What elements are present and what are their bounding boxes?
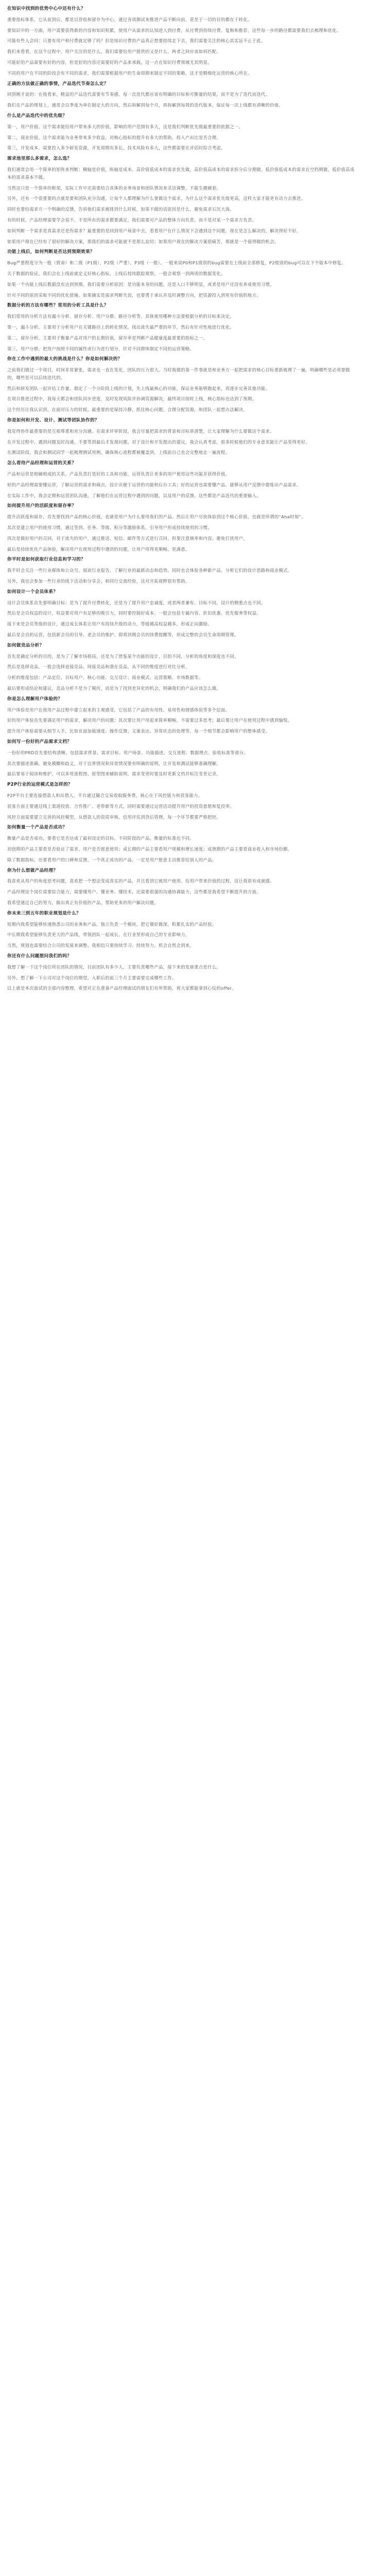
paragraph: 最后是持续优化产品体验，解决用户在使用过程中遇到的问题，让用户用得更顺畅、更满意。: [7, 546, 190, 552]
paragraph: 然后是会员权益的设计，权益要对用户有足够的吸引力，同时要控制好成本。一般会包括专属内容、折扣优惠、优先服务等权益。: [7, 611, 261, 616]
section-heading: 你为什么想做产品经理？: [7, 868, 58, 873]
section-heading: 你是怎么理解用户体验的？: [7, 696, 63, 702]
paragraph: 如果一个功能上线后数据没有达到预期，我们需要分析原因：是功能本身的问题，还是入口不够明显，或者是用户还没有养成使用习惯。: [7, 281, 274, 287]
paragraph: 当然这只是一个简单的框架，实际工作中还需要结合具体的业务场景和团队情况来灵活调整，不能生搬硬套。: [7, 185, 221, 191]
paragraph: 这个经历让我认识到，在面对压力的时候，最重要的是保持冷静，抓住核心问题，合理分配资源，和团队一起想办法解决。: [7, 407, 248, 413]
paragraph: 分析的维度包括：产品定位、目标用户、核心功能、交互设计、商业模式、运营策略、市场数据等。: [7, 675, 203, 681]
section-heading: 在知识中找到的优势中心中还有什么？: [7, 6, 86, 11]
section-heading: 如何设计一个会员体系？: [7, 589, 58, 595]
section-heading: 你未来三到五年的职业规划是什么？: [7, 910, 81, 916]
paragraph: 第三，开发成本。需要投入多少研发资源，开发周期有多长，技术风险有多大，这些都需要在评估时综合考虑。: [7, 145, 225, 151]
paragraph: 不同的用户在不同的阶段会有不同的需求，我们需要根据用户的生命周期来制定不同的策略，这才是精细化运营的核心所在。: [7, 70, 252, 76]
paragraph: 好的用户体验首先要满足用户的需求，解决用户的问题；其次要让用户用起来简单顺畅，不需要过多思考；最后要让用户在使用过程中感到愉悦。: [7, 718, 292, 723]
section-heading: 功能上线后，如何判断是否达到预期效果？: [7, 249, 95, 255]
paragraph: 针对不同的原因采取不同的优化措施，如果确实是需求判断失误，也要勇于承认并及时调整方向，把资源投入到更有价值的地方。: [7, 292, 261, 298]
paragraph: 回到刚才说的：在我看来，精益的产品迭代需要有节奏感，每一次迭代都应该有明确的目标和可衡量的结果，而不是为了迭代而迭代。: [7, 92, 270, 97]
paragraph: 我们在产品的规划上，通常会以季度为单位制定大的方向，然后拆解到每个月，再拆解到每周的迭代版本，保证每一次上线都有清晰的价值。: [7, 103, 284, 108]
paragraph: 接下来是会员等级的设计，通过成长体系让用户有持续升级的动力，等级越高权益越多，形成正向激励。: [7, 621, 212, 627]
paragraph: 衡量产品是否成功，要看它是否达成了最初设定的目标。不同阶段的产品，衡量的标准也不同。: [7, 836, 195, 841]
paragraph: 提升用户体验需要从细节入手，比如页面加载速度、操作反馈、文案表达、异常状态的处理等，每一个细节都会影响用户的整体感受。: [7, 728, 270, 734]
paragraph: 好的产品经理需要懂运营，了解运营的需求和痛点，设计出便于运营的功能和后台工具；好的运营也需要懂产品，能够从用户反馈中提炼出产品需求。: [7, 482, 301, 487]
section-heading: 如何做竞品分析？: [7, 642, 44, 648]
paragraph: 可能好的产品需要有好的内容，但是好的内容还需要好的产品来承载，这一点在知识付费领域尤其明显。: [7, 59, 212, 65]
paragraph: 再次是做好用户的召回，对于流失的用户，通过推送、短信、邮件等方式进行召回，但要注意频率和内容，避免打扰用户。: [7, 535, 248, 541]
section-heading: 数据分析的方法有哪些？常用的分析工具是什么？: [7, 303, 109, 309]
paragraph: 我希望通过自己的努力，做出真正有价值的产品，帮助更多的用户解决问题。: [7, 900, 159, 905]
paragraph: 另外，我也会参加一些行业的线下活动和分享会，和同行交流经验，这对开拓视野很有帮助。: [7, 579, 190, 584]
paragraph: 获客方面主要通过线上渠道投放、合作推广、老带新等方式，同时需要通过运营活动提升用户的投资意愿和复投率。: [7, 803, 234, 809]
paragraph: 第一，用户价值。这个需求能给用户带来多大的价值，影响的用户范围有多大，这是我们判断优先级最重要的依据之一。: [7, 124, 244, 129]
section-heading: 你平时是如何获取行业信息和学习的？: [7, 557, 86, 563]
section-heading: 怎么看待产品经理和运营的关系？: [7, 461, 77, 466]
paragraph: 我们常用的分析方法有漏斗分析、留存分析、用户分群、路径分析等，具体使用哪种方法要根据分析的目标来决定。: [7, 314, 234, 319]
section-heading: 你还有什么问题想问我们的吗？: [7, 953, 72, 959]
paragraph: 在实际工作中，我会定期和运营团队沟通，了解他们在运营过程中遇到的问题，以及用户的反馈，这些都是产品迭代的重要输入。: [7, 493, 261, 498]
paragraph: 我觉得协作最重要的是互相尊重和充分沟通。在需求评审阶段，我会尽量把需求的背景和目标讲清楚，让大家理解为什么要做这个需求。: [7, 428, 274, 434]
paragraph: 另外，想了解一下公司对这个岗位的期望，入职后的前三个月主要需要完成哪些工作。: [7, 975, 177, 980]
paragraph: 第一，漏斗分析。主要用于分析用户在关键路径上的转化情况，找出流失最严重的环节，然后有针对性地进行优化。: [7, 324, 234, 330]
paragraph: 短期内我希望能够快速熟悉公司的业务和产品，独立负责一个模块，把它做好做深，积累扎实的产品经验。: [7, 921, 217, 927]
section-heading: 你是如何和开发、设计、测试等团队协作的？: [7, 418, 99, 423]
section-heading: 如何提升用户的活跃度和留存率？: [7, 503, 77, 509]
paragraph: 另外，还有一个很重要的点就是要和团队充分沟通，让每个人都理解为什么要做这个需求，为什么这个需求优先级更高，这样大家才能更有动力去推进。: [7, 196, 306, 201]
paragraph: 在开发过程中，遇到问题及时沟通，不要等到最后才发现问题。对于设计和开发提出的建议，我会认真考虑，很多时候他们的专业意见能让产品变得更好。: [7, 439, 310, 445]
paragraph: 初创期的产品主要看是否验证了需求，用户是否愿意使用；成长期的产品主要看用户规模和增长速度；成熟期的产品主要看商业收入和市场份额。: [7, 846, 292, 852]
paragraph: 其次要描述准确，避免模糊和歧义，对于边界情况和异常情况要有明确的说明，让开发和测试能够准确理解。: [7, 760, 221, 766]
paragraph: 最后要形成结论和建议，竞品分析不是为了模仿，而是为了找到差异化的机会，明确我们的产品应该怎么做。: [7, 686, 221, 691]
paragraph: 如果用户现在已经有了很好的解决方案，那我们的需求可能就不是那么迫切；如果用户现在的解决方案很痛苦，那就是一个值得做的机会。: [7, 239, 279, 244]
section-heading: 如何写一份好的产品需求文档？: [7, 739, 72, 744]
paragraph: 重要指标体系，它从前到后，都是以营收和留存为中心，通过各项测试来推进产品不断向前，甚至于一切的目的都在于转化。: [7, 16, 252, 22]
paragraph: 其次是建立用户的使用习惯，通过签到、任务、等级、积分等激励体系，引导用户形成持续使用的习惯。: [7, 525, 212, 531]
section-heading: 如何衡量一个产品是否成功？: [7, 825, 67, 831]
paragraph: 有的时候，产品经理需要学会说不。不是所有的需求都要满足，我们需要对产品的整体方向负责，而不是对某一个需求方负责。: [7, 217, 257, 223]
paragraph: 第二，商业价值。这个需求能为业务带来多少收益，对核心指标的提升有多大的帮助，投入产出比是否合理。: [7, 134, 221, 140]
paragraph: 提升活跃度和留存，首先要找到产品的核心价值，也就是用户为什么要用我们的产品。然后让用户尽快体验到这个核心价值，也就是所谓的“Aha时刻”。: [7, 514, 306, 520]
paragraph: 我喜欢从用户的角度思考问题，喜欢把一个想法变成真实的产品，并且看到它被用户使用、给用户带来价值的过程，这让我很有成就感。: [7, 878, 274, 884]
article: [0, 0, 365, 992]
paragraph: 可能有些人会问：只要有用户和付费就足够了吗？但是知识付费的产品真正想要持续走下去，我们需要关注的核心其实远不止于此。: [7, 38, 266, 44]
paragraph: 用户体验是用户在使用产品过程中建立起来的主观感受，它包括了产品的有用性、易用性和情感体验等多个层面。: [7, 707, 230, 713]
section-heading: 需求池里那么多需求，怎么选？: [7, 156, 72, 162]
paragraph: 以上就是本次面试的全部内容整理，希望对正在准备产品经理面试的朋友们有所帮助，祝大家都能拿到心仪的offer。: [7, 986, 236, 991]
paragraph: 首先是确定分析的目的，是为了了解市场格局，还是为了借鉴某个功能的设计，目的不同，分析的角度和深度也不同。: [7, 653, 239, 659]
paragraph: 设计会员体系首先要明确目标：是为了提升付费转化，还是为了提升用户忠诚度，或者两者兼有。目标不同，设计的侧重点也不同。: [7, 600, 266, 605]
paragraph: 除了数据指标，还要看用户的口碑和反馈，一个真正成功的产品，一定是用户愿意主动推荐给别人的产品。: [7, 857, 217, 862]
paragraph: 如何判断一个需求是真需求还是伪需求？最重要的是回到用户场景中去，看看用户在什么情况下会遇到这个问题，现在是怎么解决的，解决得好不好。: [7, 228, 301, 233]
paragraph: 之前我们做过一个项目，时间非常紧张，需求也一直在变化，团队的压力很大。当时我做的第一件事就是和业务方一起把需求的核心目标重新梳理了一遍，明确哪些是必须要做的，哪些是可以后续迭代的。: [7, 367, 350, 380]
section-heading: 你在工作中遇到的最大的挑战是什么？你是如何解决的？: [7, 357, 123, 362]
paragraph: Bug严重程度分为一般（致命）和二级（P1级），P2级（严重），P3级（一般）。一般来说P0和P1级别的bug需要在上线前全部修复，P2级别的bug可以在下个版本中修复。: [7, 260, 346, 266]
paragraph: 我们通常会用一个简单的矩阵来判断：横轴是价值，纵轴是成本。高价值低成本的需求优先做，高价值高成本的需求拆分后分期做，低价值低成本的需求在空档期做，低价值高成本的需求基本不做。: [7, 166, 355, 180]
paragraph: 在测试阶段，我会和测试同学一起梳理测试用例，确保核心流程都被覆盖到，上线前自己也会完整地走一遍流程。: [7, 450, 230, 455]
paragraph: 第二，留存分析。主要用于衡量产品对用户的长期价值，留存率是判断产品健康度最重要的指标之一。: [7, 335, 208, 341]
paragraph: 我平时会关注一些行业媒体和公众号，阅读行业报告，了解行业的最新动态和趋势。同时也会体验各种新产品，分析它们的设计思路和商业模式。: [7, 568, 292, 573]
paragraph: 关于数据的验证，我们会在上线前就定义好核心指标，上线后持续跟踪观察，一般会观察一到两周的数据变化。: [7, 270, 225, 276]
paragraph: 然后是选择竞品，一般会选择直接竞品、间接竞品和潜在竞品，从不同的维度进行对比分析。: [7, 664, 190, 670]
paragraph: 产品和运营是相辅相成的关系。产品负责打造好的工具和功能，运营负责让更多的用户使用这些功能并获得价值。: [7, 471, 230, 477]
paragraph: 最后是会员的运营，包括新会员的引导、老会员的维护、即将到期会员的续费提醒等，形成完整的会员生命周期管理。: [7, 632, 239, 638]
paragraph: 最后要易于阅读和维护，可以多用流程图、原型图来辅助说明，需求变更时要及时更新文档并标注变更记录。: [7, 771, 221, 777]
paragraph: 要知识中的一方面，用户需要获得新的内容和知识积累，使用户从需求的认知进入到付费，从付费到持续付费、复购和推荐，这些每一步的路径都需要我们去梳理和优化。: [7, 27, 341, 33]
paragraph: 我想了解一下这个岗位所在团队的情况，目前团队有多少人，主要负责哪些产品，接下来的发展重点是什么。: [7, 964, 221, 970]
paragraph: 风控方面需要建立完善的风控模型，从借款人的资质审核、信用评估到贷后管理，每一个环节都要严格把控。: [7, 814, 221, 820]
paragraph: 一份好的PRD首先要结构清晰，包括需求背景、需求目标、用户场景、功能描述、交互流程、数据埋点、验收标准等部分。: [7, 750, 248, 755]
paragraph: 然后和研发团队一起评估工作量，制定了一个分阶段上线的计划，先上线最核心的功能，保证业务能够跑起来，再逐步完善其他功能。: [7, 385, 270, 391]
section-heading: 正确的方法做正确的事情，产品迭代节奏怎么定？: [7, 81, 109, 87]
section-heading: P2P行业的运营模式是怎样的？: [7, 782, 73, 788]
paragraph: 在项目推进过程中，我每天都会和团队同步进度，及时发现风险并协调资源解决，最终项目按时上线，核心指标也达到了预期。: [7, 396, 257, 402]
paragraph: 第三，用户分群。把用户按照不同的属性或行为进行划分，针对不同群体制定不同的运营策略。: [7, 346, 195, 351]
paragraph: P2P平台主要连接借款人和出借人，平台通过撮合交易收取服务费，核心在于风控能力和获客能力。: [7, 792, 203, 798]
section-heading: 什么是产品迭代中的优先级？: [7, 113, 67, 118]
paragraph: 中长期我希望能够负责更大的产品线，带领团队一起成长，在行业里形成自己的专业影响力。: [7, 932, 190, 938]
paragraph: 当然，规划也需要结合公司的发展来调整，我相信只要持续学习、持续努力，机会自然会到来。: [7, 943, 195, 948]
paragraph: 我们来看看，在这个过程中，用户关注的是什么，我们需要给用户提供的又是什么，两者之间应该如何匹配。: [7, 49, 221, 55]
paragraph: 同时也要给需求方一个明确的反馈，告诉他们需求被排到什么时候，如果不做的话原因是什么，避免需求石沉大海。: [7, 207, 234, 212]
paragraph: 产品经理这个岗位需要综合能力，需要懂用户、懂业务、懂技术，还需要很强的沟通协调能力，这些都是我希望不断提升的方面。: [7, 889, 261, 895]
